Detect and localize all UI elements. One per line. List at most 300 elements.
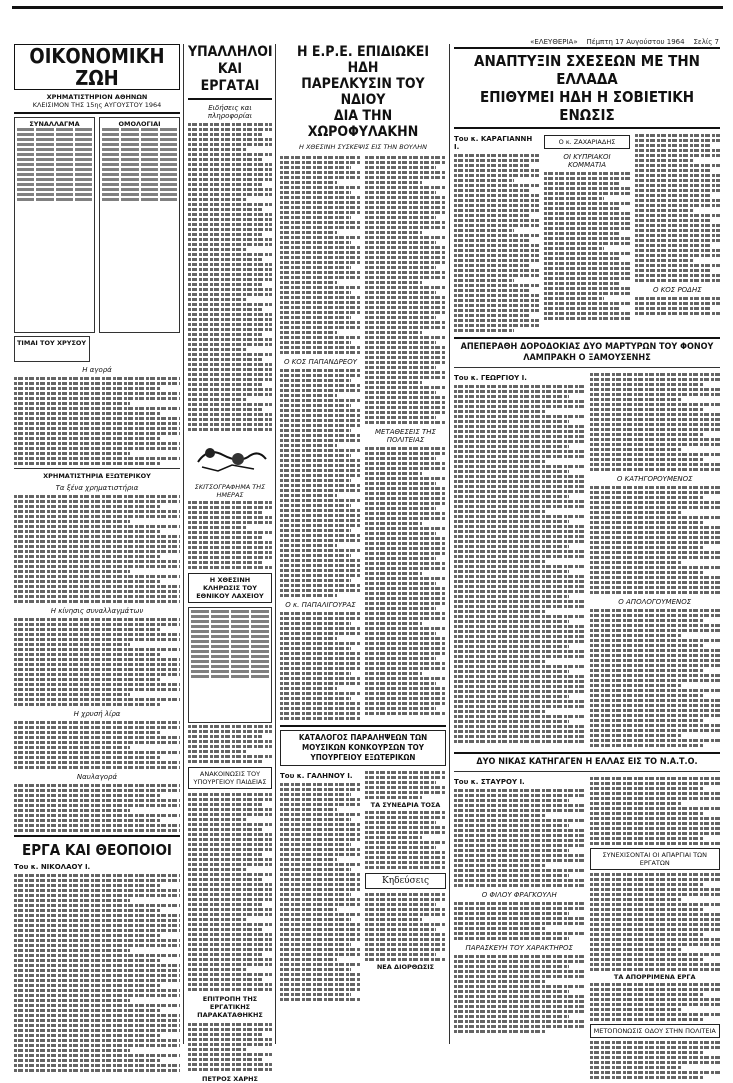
text-line <box>544 262 629 265</box>
text-line <box>454 605 585 608</box>
text-line <box>454 264 529 267</box>
text-line <box>454 540 585 543</box>
text-line <box>188 526 247 529</box>
table-cell <box>17 153 34 156</box>
text-line <box>188 223 272 226</box>
text-line <box>365 607 436 610</box>
table-cell <box>191 655 209 658</box>
text-line <box>280 166 351 169</box>
text-line <box>590 486 721 489</box>
text-line <box>590 734 681 737</box>
text-line <box>280 509 361 512</box>
text-line <box>365 542 446 545</box>
text-line <box>590 634 681 637</box>
table-cell <box>191 670 209 673</box>
text-line <box>454 460 545 463</box>
text-line <box>365 401 446 404</box>
witness-body <box>454 371 720 749</box>
text-line <box>454 214 529 217</box>
divider <box>14 112 180 114</box>
text-line <box>280 379 351 382</box>
text-line <box>188 908 272 911</box>
gold-text <box>14 721 180 769</box>
table-cell <box>56 138 73 141</box>
text-line <box>365 467 446 470</box>
text-line <box>454 645 569 648</box>
text-line <box>280 637 337 640</box>
text-line <box>590 546 705 549</box>
bonds-table-header: ΟΜΟΛΟΓΙΑΙ <box>118 120 161 128</box>
signature: ΠΕΤΡΟΣ ΧΑΡΗΣ <box>202 1075 258 1083</box>
relations-headline-2: ΕΠΙΘΥΜΕΙ ΗΔΗ Η ΣΟΒΙΕΤΙΚΗ ΕΝΩΣΙΣ <box>479 88 695 124</box>
text-line <box>280 983 361 986</box>
relations-text-b <box>544 172 629 320</box>
text-line <box>544 227 629 230</box>
table-cell <box>102 193 119 196</box>
text-line <box>14 382 180 385</box>
text-line <box>454 154 539 157</box>
text-line <box>14 580 160 583</box>
text-line <box>365 166 436 169</box>
text-line <box>280 176 361 179</box>
table-cell <box>141 188 158 191</box>
text-line <box>365 958 446 961</box>
text-line <box>280 444 337 447</box>
text-line <box>365 652 446 655</box>
text-line <box>14 500 180 503</box>
text-line <box>635 249 720 252</box>
exchange-table <box>14 117 95 333</box>
text-line <box>590 837 705 840</box>
table-cell <box>160 168 177 171</box>
text-line <box>365 226 446 229</box>
market-text <box>14 377 180 465</box>
text-line <box>590 629 721 632</box>
table-cell <box>75 173 92 176</box>
table-cell <box>251 610 269 613</box>
text-line <box>14 949 130 952</box>
text-line <box>590 1051 705 1054</box>
text-line <box>280 888 361 891</box>
table-cell <box>211 630 229 633</box>
notice-2: ΝΕΑ ΔΙΟΡΘΩΣΙΣ <box>376 963 435 971</box>
text-line <box>14 934 160 937</box>
text-line <box>14 673 180 676</box>
text-line <box>280 459 361 462</box>
text-line <box>544 267 629 270</box>
text-line <box>280 226 361 229</box>
table-cell <box>121 193 138 196</box>
text-line <box>454 1030 545 1033</box>
text-line <box>280 544 337 547</box>
text-line <box>280 657 361 660</box>
text-line <box>188 258 262 261</box>
table-cell <box>160 148 177 151</box>
text-line <box>188 903 262 906</box>
text-line <box>14 678 160 681</box>
text-line <box>590 898 681 901</box>
text-line <box>280 868 351 871</box>
text-line <box>365 206 446 209</box>
text-line <box>280 863 361 866</box>
text-line <box>454 695 569 698</box>
table-cell <box>141 178 158 181</box>
text-line <box>454 715 585 718</box>
text-line <box>454 465 585 468</box>
table-cell <box>251 665 269 668</box>
text-line <box>280 858 337 861</box>
text-line <box>188 343 272 346</box>
table-cell <box>141 143 158 146</box>
text-line <box>280 316 351 319</box>
text-line <box>14 909 160 912</box>
nato-text-a <box>454 789 585 887</box>
divider <box>454 771 720 772</box>
text-line <box>454 819 585 822</box>
text-line <box>454 854 585 857</box>
text-line <box>454 319 539 322</box>
table-cell <box>75 158 92 161</box>
text-line <box>188 561 262 564</box>
text-line <box>14 964 180 967</box>
text-line <box>365 266 436 269</box>
text-line <box>454 902 585 905</box>
text-line <box>188 248 247 251</box>
text-line <box>280 171 361 174</box>
table-cell <box>191 660 209 663</box>
table-cell <box>231 660 249 663</box>
text-line <box>14 884 160 887</box>
text-line <box>188 536 262 539</box>
text-line <box>280 276 361 279</box>
text-line <box>14 731 160 734</box>
music-text-c <box>365 811 446 869</box>
text-line <box>365 786 446 789</box>
text-line <box>188 348 247 351</box>
text-line <box>188 531 272 534</box>
text-line <box>454 415 585 418</box>
text-line <box>365 396 446 399</box>
table-cell <box>36 173 53 176</box>
table-cell <box>36 188 53 191</box>
text-line <box>188 803 262 806</box>
text-line <box>14 751 180 754</box>
text-line <box>14 939 180 942</box>
text-line <box>365 898 446 901</box>
text-line <box>590 659 721 662</box>
text-line <box>188 546 272 549</box>
text-line <box>14 407 180 410</box>
text-line <box>188 506 272 509</box>
text-line <box>454 1005 585 1008</box>
text-line <box>454 259 539 262</box>
text-line <box>454 985 585 988</box>
text-line <box>188 213 272 216</box>
relations-text-a <box>454 154 539 332</box>
table-cell <box>56 158 73 161</box>
text-line <box>188 923 272 926</box>
table-cell <box>36 143 53 146</box>
relations-body <box>454 132 720 334</box>
text-line <box>14 457 180 460</box>
exchange-table-header: ΣΥΝΑΛΛΑΓΜΑ <box>29 120 80 128</box>
text-line <box>365 522 422 525</box>
text-line <box>590 908 705 911</box>
text-line <box>365 356 446 359</box>
lottery-table <box>188 607 272 723</box>
table-cell <box>191 625 209 628</box>
table-cell <box>75 153 92 156</box>
text-line <box>590 958 705 961</box>
table-cell <box>102 188 119 191</box>
table-cell <box>211 655 229 658</box>
text-line <box>188 378 272 381</box>
text-line <box>188 363 272 366</box>
table-cell <box>36 133 53 136</box>
text-line <box>454 799 569 802</box>
text-line <box>590 888 721 891</box>
text-line <box>188 368 272 371</box>
text-line <box>544 277 629 280</box>
text-line <box>14 889 180 892</box>
text-line <box>188 298 247 301</box>
text-line <box>454 239 529 242</box>
text-line <box>14 643 130 646</box>
text-line <box>590 943 721 946</box>
text-line <box>365 376 446 379</box>
text-line <box>188 263 272 266</box>
text-line <box>590 807 721 810</box>
text-line <box>590 491 721 494</box>
text-line <box>365 527 446 530</box>
table-cell <box>231 640 249 643</box>
text-line <box>280 893 351 896</box>
text-line <box>280 374 361 377</box>
text-line <box>188 755 272 758</box>
text-line <box>590 792 721 795</box>
table-cell <box>191 630 209 633</box>
text-line <box>365 171 446 174</box>
text-line <box>635 307 710 310</box>
text-line <box>280 833 361 836</box>
text-line <box>188 511 262 514</box>
table-cell <box>36 178 53 181</box>
column-rule <box>449 44 450 1044</box>
text-line <box>14 520 130 523</box>
text-line <box>590 536 721 539</box>
text-line <box>14 698 180 701</box>
text-line <box>454 194 539 197</box>
text-line <box>544 272 629 275</box>
text-line <box>188 143 272 146</box>
text-line <box>365 547 446 550</box>
text-line <box>14 914 180 917</box>
text-line <box>280 998 361 1001</box>
text-line <box>188 238 272 241</box>
table-cell <box>75 168 92 171</box>
text-line <box>365 326 446 329</box>
text-line <box>454 254 539 257</box>
text-line <box>14 784 180 787</box>
text-line <box>365 846 436 849</box>
text-line <box>454 710 545 713</box>
text-line <box>454 410 545 413</box>
divider <box>188 98 272 100</box>
text-line <box>454 164 529 167</box>
table-cell <box>56 178 73 181</box>
text-line <box>188 193 272 196</box>
text-line <box>590 576 721 579</box>
text-line <box>544 297 604 300</box>
text-line <box>454 184 539 187</box>
text-line <box>280 682 361 685</box>
ere-text-a <box>280 156 361 354</box>
bourse-subtitle: ΚΛΕΙΣΙΜΟΝ ΤΗΣ 15ης ΑΥΓΟΥΣΤΟΥ 1964 <box>32 101 162 109</box>
text-line <box>590 777 721 780</box>
text-line <box>14 1064 180 1067</box>
text-line <box>454 794 585 797</box>
text-line <box>280 612 361 615</box>
text-line <box>280 923 361 926</box>
text-line <box>590 883 705 886</box>
witness-title: ΑΠΕΠΕΡΑΘΗ ΔΟΡΟΔΟΚΙΑΣ ΔΥΟ ΜΑΡΤΥΡΩΝ ΤΟΥ ΦΟΝΟΥ ΛΑΜΠΡΑΚΗ Ο ΞΑΜΟΥΣΕΝΗΣ <box>460 342 714 363</box>
text-line <box>188 358 262 361</box>
text-line <box>590 684 681 687</box>
text-line <box>454 385 585 388</box>
text-line <box>188 521 272 524</box>
text-line <box>280 326 361 329</box>
table-cell <box>141 138 158 141</box>
relations-sub-1: ΟΙ ΚΥΠΡΙΑΚΟΙ ΚΟΜΜΑΤΙΑ <box>563 153 611 169</box>
ere-body <box>280 154 446 722</box>
text-line <box>280 216 351 219</box>
text-line <box>454 405 585 408</box>
text-line <box>280 584 361 587</box>
text-line <box>635 279 720 282</box>
shipping-text <box>14 784 180 832</box>
text-line <box>14 829 180 832</box>
text-line <box>188 983 272 986</box>
text-line <box>454 480 585 483</box>
text-line <box>365 371 446 374</box>
text-line <box>188 963 272 966</box>
text-line <box>590 699 721 702</box>
text-line <box>280 692 361 695</box>
text-line <box>188 893 272 896</box>
text-line <box>454 545 569 548</box>
text-line <box>280 848 361 851</box>
text-line <box>590 423 721 426</box>
table-cell <box>56 148 73 151</box>
text-line <box>454 650 585 653</box>
text-line <box>188 283 262 286</box>
text-line <box>454 912 569 915</box>
text-line <box>14 417 180 420</box>
text-line <box>280 943 351 946</box>
nato-sub-5: Ο ΦΙΛΟΥ ΦΡΑΓΚΟΥΛΗ <box>481 891 557 899</box>
ere-kicker: Η ΧΘΕΣΙΝΗ ΣΥΣΚΕΨΙΣ ΕΙΣ ΤΗΝ ΒΟΥΛΗΝ <box>299 143 427 151</box>
text-line <box>454 505 585 508</box>
table-cell <box>121 173 138 176</box>
text-line <box>590 591 721 594</box>
text-line <box>365 632 436 635</box>
text-line <box>454 585 585 588</box>
text-line <box>590 812 705 815</box>
text-line <box>188 551 272 554</box>
text-line <box>14 595 180 598</box>
text-line <box>365 781 436 784</box>
text-line <box>188 1043 272 1046</box>
text-line <box>188 418 272 421</box>
text-line <box>454 304 539 307</box>
text-line <box>188 398 247 401</box>
text-line <box>365 622 422 625</box>
text-line <box>454 490 585 493</box>
text-line <box>365 336 446 339</box>
text-line <box>14 530 160 533</box>
text-line <box>14 894 180 897</box>
text-line <box>454 975 585 978</box>
divider <box>454 337 720 339</box>
text-line <box>280 783 361 786</box>
witness-text-b <box>590 373 721 471</box>
text-line <box>454 189 529 192</box>
text-line <box>454 625 585 628</box>
table-cell <box>102 178 119 181</box>
text-line <box>635 302 720 305</box>
text-line <box>590 802 681 805</box>
ere-text-d <box>365 156 446 424</box>
text-line <box>280 469 361 472</box>
table-cell <box>17 188 34 191</box>
text-line <box>454 834 585 837</box>
text-line <box>14 1059 160 1062</box>
text-line <box>365 296 446 299</box>
table-cell <box>191 610 209 613</box>
text-line <box>188 163 272 166</box>
text-line <box>454 1010 585 1013</box>
text-line <box>454 720 569 723</box>
nato-text-g <box>590 1041 721 1079</box>
text-line <box>365 411 446 414</box>
text-line <box>280 667 361 670</box>
witness-sub-4: Ο ΑΠΟΛΟΓΟΥΜΕΝΟΣ <box>618 598 692 606</box>
text-line <box>188 148 247 151</box>
text-line <box>590 639 721 642</box>
divider <box>454 47 720 49</box>
nato-text-f <box>590 983 721 1021</box>
text-line <box>188 308 262 311</box>
text-line <box>188 973 272 976</box>
text-line <box>590 516 721 519</box>
text-line <box>280 529 351 532</box>
text-line <box>365 821 436 824</box>
text-line <box>590 674 721 677</box>
text-line <box>590 561 681 564</box>
officials-title: ΥΠΑΛΛΗΛΟΙ ΚΑΙ ΕΡΓΑΤΑΙ <box>188 44 273 94</box>
text-line <box>365 557 436 560</box>
text-line <box>454 274 539 277</box>
text-line <box>188 243 272 246</box>
text-line <box>590 704 721 707</box>
text-line <box>365 796 422 799</box>
text-line <box>14 1029 180 1032</box>
text-line <box>635 244 710 247</box>
text-line <box>590 822 721 825</box>
text-line <box>280 251 361 254</box>
text-line <box>14 756 160 759</box>
text-line <box>280 271 361 274</box>
